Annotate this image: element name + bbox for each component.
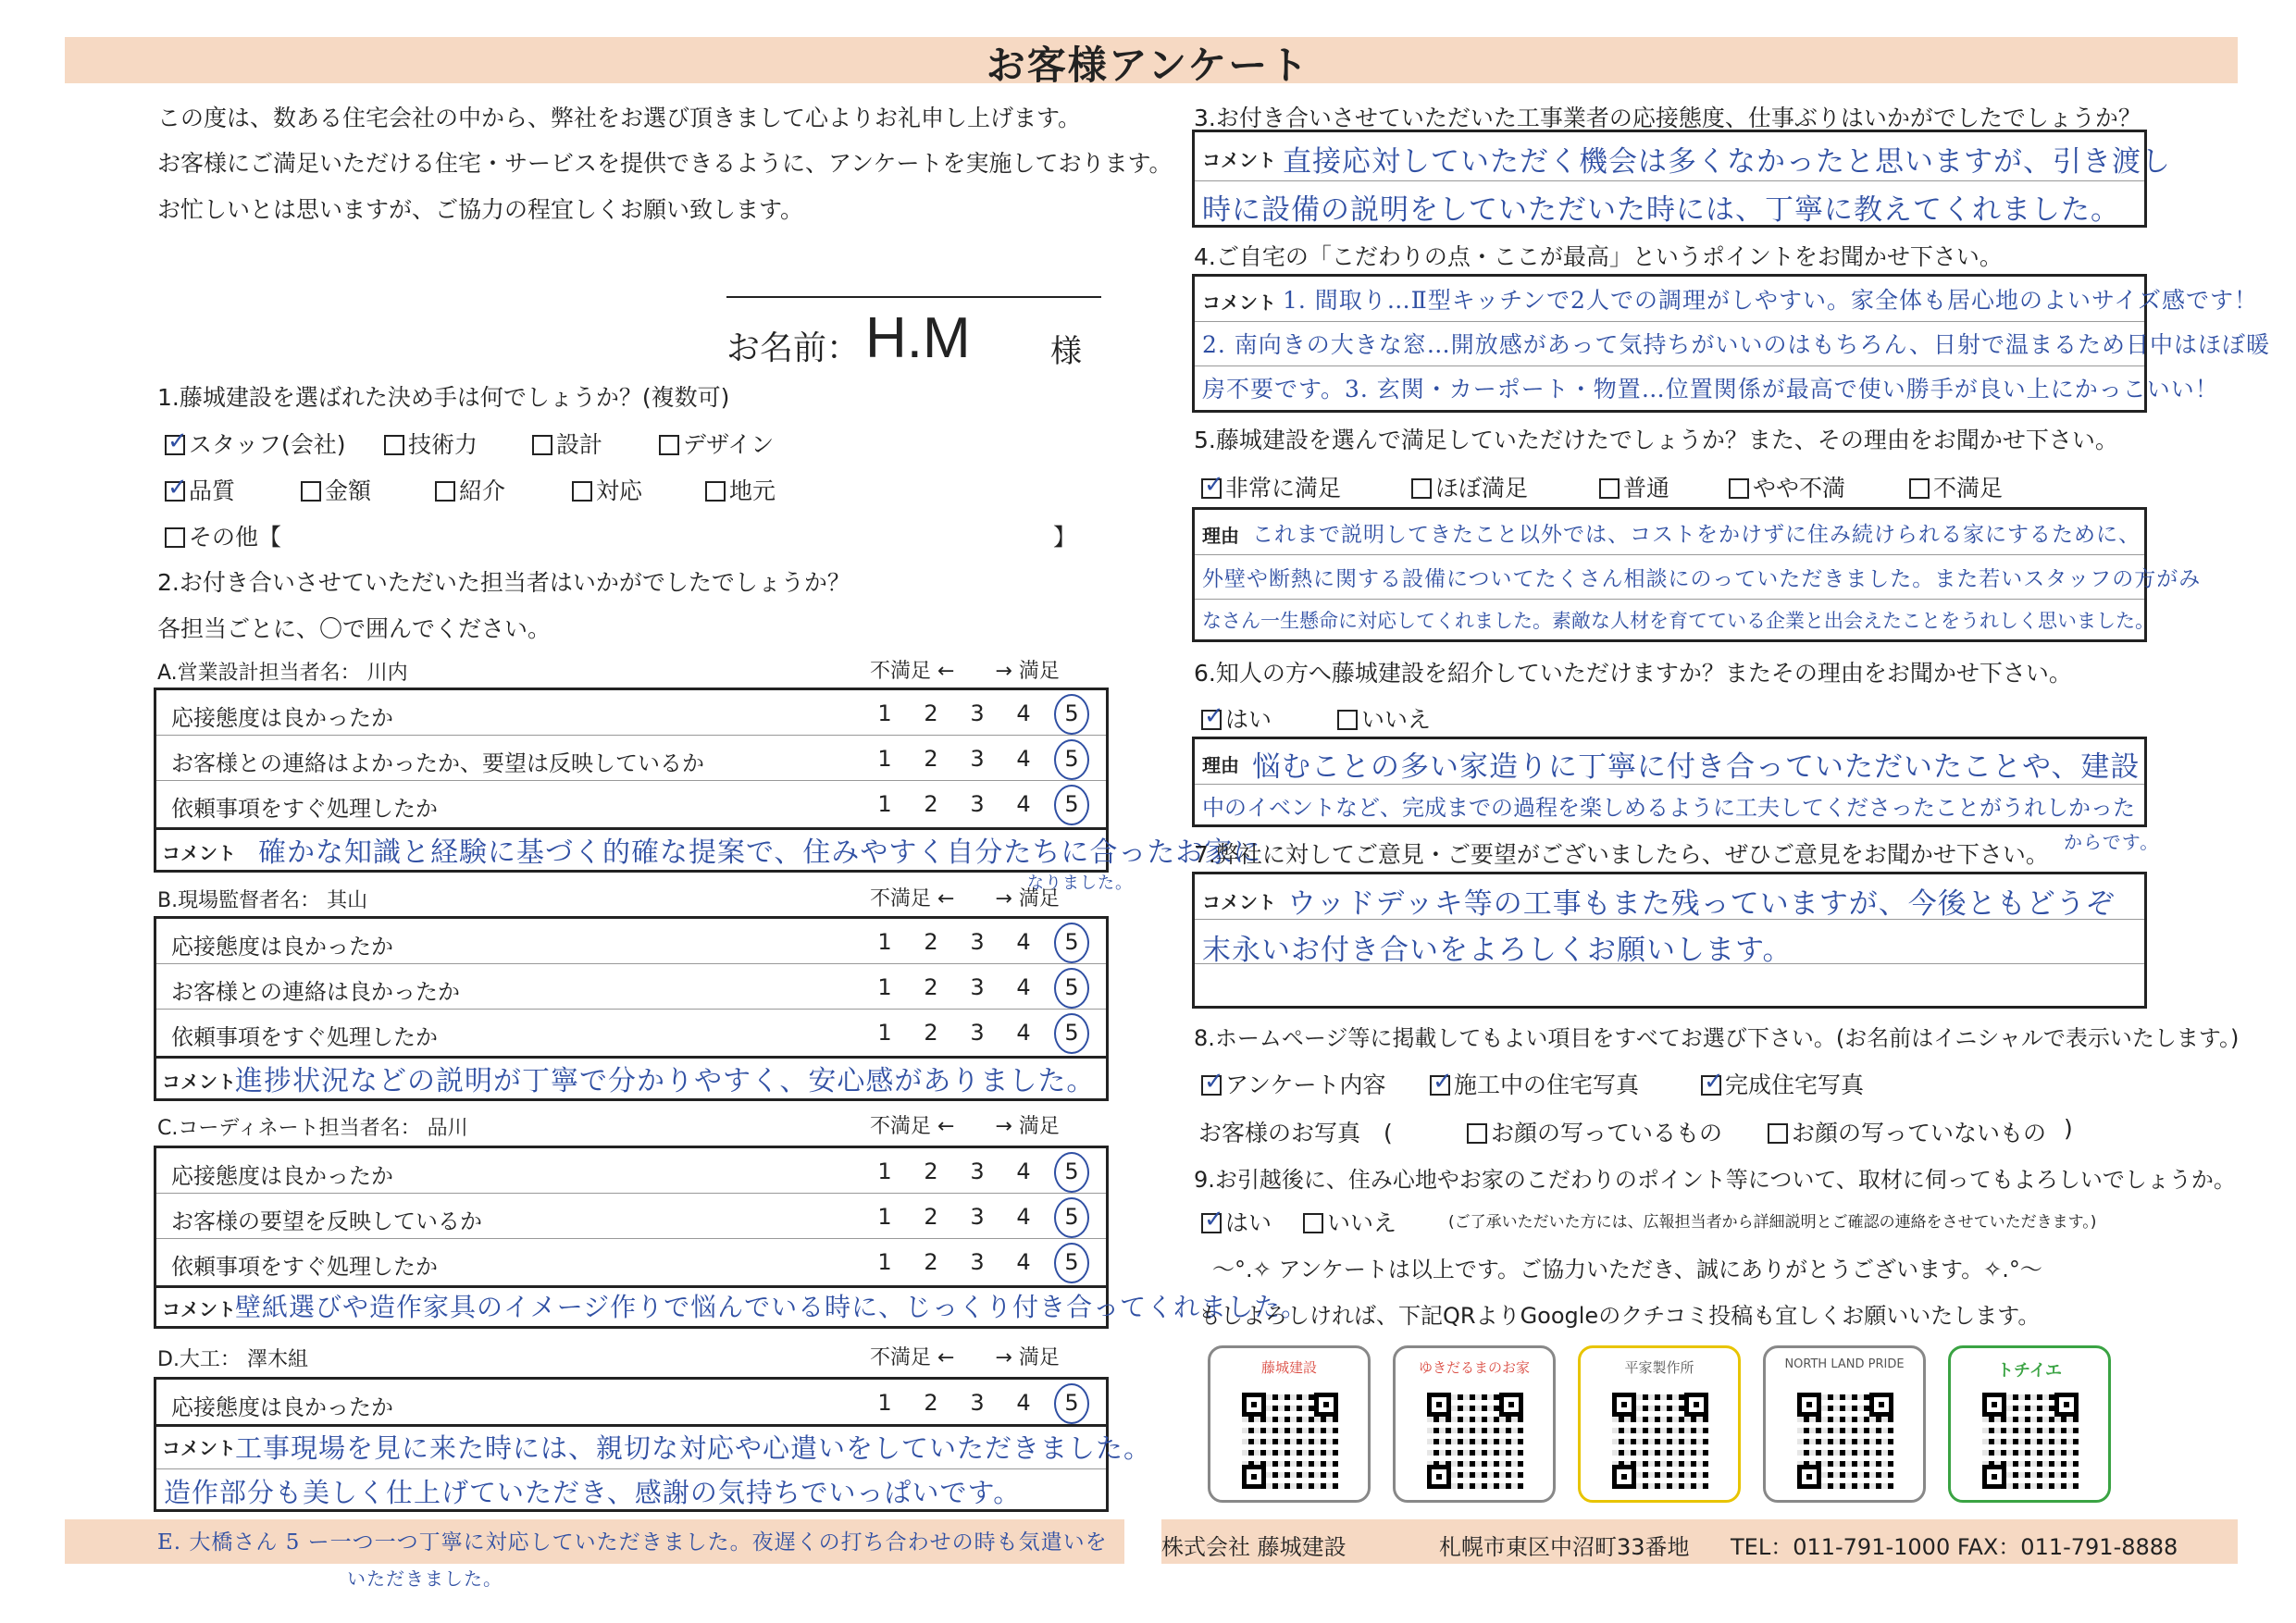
q6-question: 6.知人の方へ藤城建設を紹介していただけますか？またその理由をお聞かせ下さい。 (1194, 660, 2072, 687)
q8-option-construction-photo[interactable]: ✓ 施工中の住宅写真 (1430, 1067, 1639, 1100)
qr-card-tochiie[interactable] (1948, 1345, 2111, 1503)
q4-comment-line-1[interactable]: 1. 間取り…Ⅱ型キッチンで2人での調理がしやすい。家全体も居心地のよいサイズ感です！ (1283, 287, 2258, 314)
qr-code-icon (1427, 1393, 1523, 1489)
section-d-row-1: 応接態度は良かったか 1 2 3 4 5 (156, 1380, 1106, 1424)
section-b-comment[interactable]: 進捗状況などの説明が丁寧で分かりやすく、安心感がありました。 (235, 1065, 1096, 1097)
q9-option-yes[interactable]: ✓はい (1201, 1205, 1272, 1238)
name-label: お名前： (726, 329, 861, 367)
brand-logo: 藤城建設 (1260, 1359, 1317, 1376)
section-c-row-1: 応接態度は良かったか 1 2 3 4 5 (156, 1148, 1106, 1193)
section-a-row-3: 依頼事項をすぐ処理したか 1 2 3 4 5 (156, 781, 1106, 825)
brand-logo: NORTH LAND PRIDE (1784, 1357, 1905, 1371)
checkbox[interactable] (1599, 478, 1620, 499)
section-c-row-2: お客様の要望を反映しているか 1 2 3 4 5 (156, 1194, 1106, 1238)
q1-option-tech[interactable]: 技術力 (384, 427, 478, 460)
q4-comment-line-2[interactable]: 2. 南向きの大きな窓…開放感があって気持ちがいいのはもちろん、日射で温まるため日中はほぼ暖 (1202, 331, 2271, 358)
section-c-row-3: 依頼事項をすぐ処理したか 1 2 3 4 5 (156, 1239, 1106, 1283)
q5-option-normal[interactable]: 普通 (1599, 470, 1669, 503)
section-c-scale: 不満足 ← → 満足 (870, 1115, 1060, 1138)
checkbox[interactable] (1768, 1123, 1788, 1144)
q8-photo-close: ) (2064, 1115, 2073, 1142)
section-a-scale: 不満足 ← → 満足 (870, 660, 1060, 683)
checkbox[interactable] (435, 481, 455, 502)
footer-address: 札幌市東区中沼町33番地 (1439, 1534, 1690, 1560)
rating-scale[interactable]: 1 2 3 4 5 (862, 1383, 1089, 1424)
qr-code-icon (1612, 1393, 1708, 1489)
q1-option-local[interactable]: 地元 (705, 473, 776, 506)
q1-option-quality[interactable]: ✓品質 (165, 473, 235, 506)
qr-code-icon (1797, 1393, 1893, 1489)
checkbox[interactable] (705, 481, 726, 502)
rating-scale[interactable]: 1 2 3 4 5 (862, 1243, 1089, 1283)
qr-card-fujishiro[interactable] (1208, 1345, 1371, 1503)
q8-photo-face[interactable]: お顔の写っているもの (1467, 1115, 1722, 1148)
q1-other-close: 】 (1053, 524, 1077, 551)
qr-code-icon (1982, 1393, 2079, 1489)
checkbox[interactable] (1430, 1075, 1450, 1096)
qr-note: もしよろしければ、下記QRよりGoogleのクチコミ投稿も宜しくお願いいたします。 (1198, 1303, 2041, 1329)
q5-option-slightly[interactable]: やや不満 (1729, 470, 1845, 503)
q1-option-design[interactable]: デザイン (659, 427, 774, 460)
q1-option-staff[interactable]: ✓スタッフ(会社) (165, 427, 346, 460)
checkbox[interactable] (659, 435, 679, 455)
checkbox[interactable] (1201, 478, 1222, 499)
q5-box (1192, 507, 2202, 642)
q7-box (1192, 872, 2147, 1009)
checkbox[interactable] (572, 481, 592, 502)
q5-reason-line-1[interactable]: これまで説明してきたこと以外では、コストをかけずに住み続けられる家にするために、 (1252, 523, 2141, 547)
comment-label: コメント (162, 842, 236, 864)
q8-photo-noface[interactable]: お顔の写っていないもの (1768, 1115, 2046, 1148)
q5-option-unsatisfied[interactable]: 不満足 (1909, 470, 2003, 503)
q5-question: 5.藤城建設を選んで満足していただけたでしょうか？また、その理由をお聞かせ下さい。 (1194, 427, 2118, 453)
section-a-title: A.営業設計担当者名： 川内 (157, 662, 408, 685)
checkbox[interactable] (532, 435, 552, 455)
q3-question: 3.お付き合いさせていただいた工事業者の応接態度、仕事ぶりはいかがでしたでしょうか？ (1194, 105, 2141, 131)
comment-label: コメント (1202, 891, 1276, 913)
q3-comment-line-1[interactable]: 直接応対していただく機会は多くなかったと思いますが、引き渡し (1283, 145, 2171, 179)
q7-comment-line-2[interactable]: 末永いお付き合いをよろしくお願いします。 (1202, 934, 1793, 967)
comment-label: コメント (1202, 291, 1276, 314)
q6-option-yes[interactable]: ✓はい (1201, 701, 1272, 735)
checkbox[interactable] (301, 481, 321, 502)
q3-box (1192, 130, 2171, 228)
q1-option-price[interactable]: 金額 (301, 473, 371, 506)
section-d-title: D.大工： 澤木組 (157, 1348, 308, 1371)
q2-question: 2.お付き合いさせていただいた担当者はいかがでしたでしょうか？ (157, 569, 850, 596)
q6-option-no[interactable]: いいえ (1337, 701, 1431, 735)
comment-label: コメント (1202, 149, 1276, 171)
checkbox[interactable] (1201, 1213, 1222, 1233)
intro-line-2: お客様にご満足いただける住宅・サービスを提供できるように、アンケートを実施しております。 (157, 150, 1173, 177)
closing-message: ～°.✧ アンケートは以上です。ご協力いただき、誠にありがとうございます。✧.°～ (1212, 1257, 2042, 1282)
name-suffix: 様 (1050, 333, 1082, 370)
q8-question: 8.ホームページ等に掲載してもよい項目をすべてお選び下さい。(お名前はイニシャルで表示いたします。) (1194, 1025, 2240, 1051)
comment-label: コメント (162, 1298, 236, 1320)
footer-tel: TEL：011-791-1000 FAX：011-791-8888 (1731, 1534, 2178, 1560)
checkbox[interactable] (1467, 1123, 1487, 1144)
section-a-row-1: 応接態度は良かったか 1 2 3 4 5 (156, 690, 1106, 735)
q1-option-referral[interactable]: 紹介 (435, 473, 505, 506)
q1-option-other[interactable]: その他【 (165, 519, 281, 552)
brand-logo: トチイエ (1996, 1361, 2063, 1381)
q7-question: 7.弊社に対してご意見・ご要望がございましたら、ぜひご意見をお聞かせ下さい。 (1194, 841, 2049, 868)
q4-comment-line-3[interactable]: 房不要です。3. 玄関・カーポート・物置…位置関係が最高で使い勝手が良い上にかっこいい！ (1202, 376, 2219, 403)
checkbox[interactable] (1411, 478, 1432, 499)
checkbox[interactable] (1201, 710, 1222, 730)
qr-code-icon (1242, 1393, 1338, 1489)
qr-card-northland[interactable] (1763, 1345, 1926, 1503)
intro-line-1: この度は、数ある住宅会社の中から、弊社をお選び頂きまして心よりお礼申し上げます。 (157, 105, 1082, 131)
reason-label: 理由 (1202, 754, 1239, 776)
section-c-comment[interactable]: 壁紙選びや造作家具のイメージ作りで悩んでいる時に、じっくり付き合ってくれました。 (235, 1292, 1309, 1322)
q1-question: 1.藤城建設を選ばれた決め手は何でしょうか？(複数可) (157, 384, 730, 411)
section-d-comment[interactable]: 工事現場を見に来た時には、親切な対応や心遣いをしていただきました。 (235, 1432, 1152, 1464)
extra-comment-e: E. 大橋さん 5 ー一つ一つ丁寧に対応していただきました。夜遅くの打ち合わせの時も気遣いを (157, 1530, 1108, 1555)
section-b-title: B.現場監督者名： 其山 (157, 889, 368, 912)
q9-option-no[interactable]: いいえ (1303, 1205, 1396, 1238)
q7-comment-line-1[interactable]: ウッドデッキ等の工事もまた残っていますが、今後ともどうぞ (1287, 887, 2116, 921)
extra-comment-e-cont: いただきました。 (347, 1567, 503, 1590)
q6-reason-line-1[interactable]: 悩むことの多い家造りに丁寧に付き合っていただいたことや、建設 (1252, 750, 2141, 784)
checkbox[interactable] (1701, 1075, 1721, 1096)
q5-reason-line-3[interactable]: なさん一生懸命に対応してくれました。素敵な人材を育てている企業と出会えたことをうれしく思いました。 (1202, 610, 2154, 632)
section-b-row-3: 依頼事項をすぐ処理したか 1 2 3 4 5 (156, 1010, 1106, 1054)
rating-scale[interactable]: 1 2 3 4 5 (862, 923, 1089, 963)
checkbox[interactable] (1201, 1075, 1222, 1096)
q5-reason-line-2[interactable]: 外壁や断熱に関する設備についてたくさん相談にのっていただきました。また若いスタッフの方がみ (1202, 567, 2202, 591)
section-d-scale: 不満足 ← → 満足 (870, 1346, 1060, 1369)
q6-reason-cont: からです。 (2064, 831, 2160, 853)
q8-photo-label: お客様のお写真 ( (1198, 1120, 1393, 1146)
section-c-title: C.コーディネート担当者名： 品川 (157, 1117, 468, 1140)
checkbox[interactable] (1729, 478, 1749, 499)
q2-instruction: 各担当ごとに、〇で囲んでください。 (157, 615, 552, 642)
q5-option-mostly[interactable]: ほぼ満足 (1411, 470, 1528, 503)
rating-scale[interactable]: 1 2 3 4 5 (862, 1152, 1089, 1193)
q8-option-completed-photo[interactable]: ✓ 完成住宅写真 (1701, 1067, 1864, 1100)
rating-scale[interactable]: 1 2 3 4 5 (862, 968, 1089, 1009)
intro-line-3: お忙しいとは思いますが、ご協力の程宜しくお願い致します。 (157, 196, 804, 223)
section-d-comment-2[interactable]: 造作部分も美しく仕上げていただき、感謝の気持ちでいっぱいです。 (164, 1477, 1022, 1508)
q9-question: 9.お引越後に、住み心地やお家のこだわりのポイント等について、取材に伺ってもよろしいでしょうか。 (1194, 1167, 2236, 1193)
section-b-scale: 不満足 ← → 満足 (870, 887, 1060, 911)
comment-label: コメント (162, 1437, 236, 1459)
rating-scale[interactable]: 1 2 3 4 5 (862, 1197, 1089, 1238)
q6-box (1192, 737, 2147, 827)
page-title: お客様アンケート (986, 43, 1310, 88)
q1-option-service[interactable]: 対応 (572, 473, 642, 506)
section-a-row-2: お客様との連絡はよかったか、要望は反映しているか 1 2 3 4 5 (156, 736, 1106, 780)
q6-reason-line-2[interactable]: 中のイベントなど、完成までの過程を楽しめるように工夫してくださったことがうれしかった (1202, 795, 2135, 821)
section-b-row-1: 応接態度は良かったか 1 2 3 4 5 (156, 919, 1106, 963)
q4-box (1192, 274, 2271, 413)
rating-scale[interactable]: 1 2 3 4 5 (862, 785, 1089, 825)
footer-company: 株式会社 藤城建設 (1161, 1534, 1347, 1560)
checkbox[interactable] (1303, 1213, 1323, 1233)
q1-option-design-plan[interactable]: 設計 (532, 427, 602, 460)
q4-question: 4.ご自宅の「こだわりの点・ここが最高」というポイントをお聞かせ下さい。 (1194, 243, 2003, 270)
q5-option-very[interactable]: ✓非常に満足 (1201, 470, 1341, 503)
rating-scale[interactable]: 1 2 3 4 5 (862, 739, 1089, 780)
name-value[interactable]: H.M (865, 306, 971, 370)
checkbox[interactable] (1909, 478, 1930, 499)
rating-scale[interactable]: 1 2 3 4 5 (862, 694, 1089, 735)
checkbox[interactable] (384, 435, 404, 455)
brand-logo: 平家製作所 (1624, 1359, 1694, 1376)
q9-note: (ご了承いただいた方には、広報担当者から詳細説明とご確認の連絡をさせていただきます。) (1448, 1213, 2097, 1232)
qr-card-yukidaruma[interactable] (1393, 1345, 1556, 1503)
checkbox[interactable] (165, 527, 185, 548)
checkbox[interactable] (1337, 710, 1358, 730)
checkbox[interactable] (165, 435, 185, 455)
checkbox[interactable] (165, 481, 185, 502)
name-underline (726, 296, 1101, 298)
section-b-row-2: お客様との連絡は良かったか 1 2 3 4 5 (156, 964, 1106, 1009)
section-a-comment[interactable]: 確かな知識と経験に基づく的確な提案で、住みやすく自分たちに合ったお家に (258, 836, 1262, 869)
section-b-box (154, 916, 1109, 1101)
comment-label: コメント (162, 1071, 236, 1093)
section-d-box (154, 1377, 1152, 1512)
section-a-comment-cont: なりました。 (1027, 873, 1133, 893)
q8-option-survey[interactable]: ✓アンケート内容 (1201, 1067, 1386, 1100)
qr-card-hiraya[interactable] (1578, 1345, 1741, 1503)
brand-logo: ゆきだるまのお家 (1418, 1359, 1530, 1376)
rating-scale[interactable]: 1 2 3 4 5 (862, 1013, 1089, 1054)
q3-comment-line-2[interactable]: 時に設備の説明をしていただいた時には、丁寧に教えてくれました。 (1202, 193, 2120, 227)
reason-label: 理由 (1202, 525, 1239, 547)
